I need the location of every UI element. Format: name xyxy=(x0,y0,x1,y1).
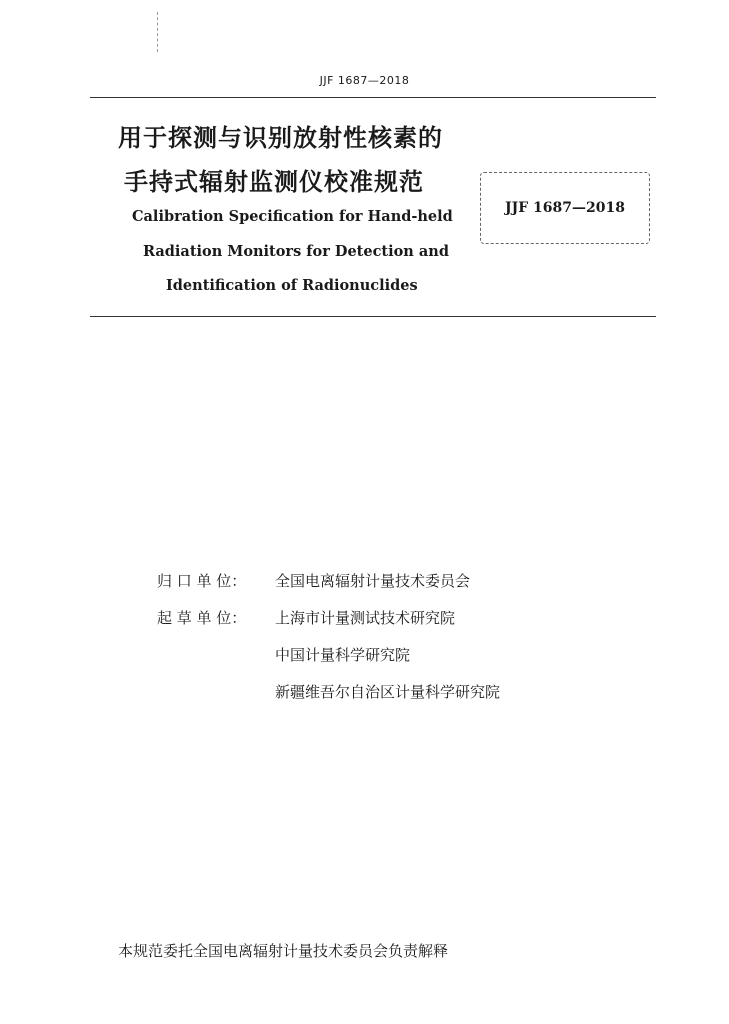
responsible-unit-label: 归 口 单 位： xyxy=(157,572,247,590)
title-english-line-3: Identification of Radionuclides xyxy=(166,277,418,294)
title-bottom-rule xyxy=(90,316,656,317)
header-standard-code: JJF 1687—2018 xyxy=(319,74,410,87)
drafting-unit-label: 起 草 单 位： xyxy=(157,609,247,627)
drafting-unit-row xyxy=(157,607,455,628)
responsible-unit-value: 全国电离辐射计量技术委员会 xyxy=(275,572,471,590)
interpretation-note: 本规范委托全国电离辐射计量技术委员会负责解释 xyxy=(118,942,449,960)
standard-code-box-text: JJF 1687—2018 xyxy=(505,200,625,216)
standard-code-box xyxy=(480,172,650,244)
drafting-unit-3: 新疆维吾尔自治区计量科学研究院 xyxy=(275,683,501,701)
title-chinese-line-2: 手持式辐射监测仪校准规范 xyxy=(124,168,424,196)
drafting-unit-1: 上海市计量测试技术研究院 xyxy=(275,609,456,627)
title-english-line-1: Calibration Specification for Hand-held xyxy=(132,208,453,225)
binding-marks xyxy=(157,12,158,52)
responsible-unit-row xyxy=(157,570,470,591)
drafting-unit-2: 中国计量科学研究院 xyxy=(275,646,411,664)
title-english-line-2: Radiation Monitors for Detection and xyxy=(143,243,449,260)
title-chinese-line-1: 用于探测与识别放射性核素的 xyxy=(118,124,443,152)
header-rule xyxy=(90,97,656,98)
